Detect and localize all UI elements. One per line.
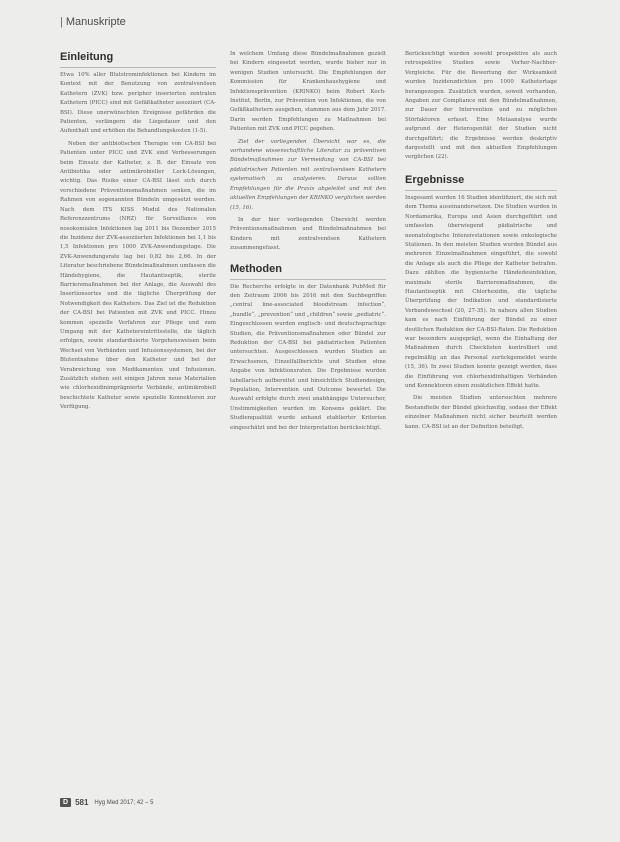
header-title: Manuskripte: [65, 16, 126, 28]
paragraph: Etwa 10% aller Blutstrominfektionen bei Kindern im Kontext mit der Benutzung von zentralvenösen Kathetern (ZVK) bzw. peripher inserierten zentralen Kathetern (PICC) sind mit Gefäßkatheter assoziiert (CA-BSI). Diese unerwünschten Ereignisse gefährden die Patienten, verlängern die Liegedauer und den Aufenthalt und erhöhen die Behandlungskosten (1-5).: [60, 72, 216, 135]
running-header: [60, 16, 126, 28]
paragraph: In der hier vorliegenden Übersicht werden Präventionsmaßnahmen und Bündelmaßnahmen bei Kindern mit zentralvenösen Kathetern zusammengefasst.: [230, 216, 386, 252]
page-number: 581: [75, 798, 89, 807]
paragraph-italic: Ziel der vorliegenden Übersicht war es, die vorhandene wissenschaftliche Literatur zu präventiven Bündelmaßnahmen zur Vermeidung von CA-BSI bei pädiatrischen Patienten mit zentralvenösen Kathetern systematisch zu analysieren. Daraus sollten Empfehlungen für die Praxis abgeleitet und mit den aktuellen Empfehlungen der KRINKO verglichen werden (15, 16).: [230, 138, 386, 211]
paragraph: In welchem Umfang diese Bündelmaßnahmen gezielt bei Kindern eingesetzt werden, wurde bisher nur in wenigen Studien untersucht. Die Empfehlungen der Kommission für Krankenhaushygiene und Infektionsprävention (KRINKO) beim Robert Koch-Institut, Berlin, zur Prävention von Infektionen, die von Gefäßkathetern ausgehen, stammen aus dem Jahr 2017. Darin werden Empfehlungen zu Maßnahmen bei Patienten mit ZVK und PICC gegeben.: [230, 51, 386, 133]
column-2: [230, 50, 386, 802]
paragraph: Neben der antibiotischen Therapie von CA-BSI bei Patienten unter PICC und ZVK sind Verbesserungen beim Einsatz der Katheter, z. B. der Einsatz von Antibiotika oder antimikrobieller Lock-Lösungen, wichtig. Das Risiko einer CA-BSI lässt sich durch verschiedene Präventionsmaßnahmen senken, die im Rahmen von sogenannten Bündeln umgesetzt werden. Nach dem ITS KISS Modul des Nationalen Referenzzentrums (NRZ) für Surveillance von nosokomialen Infektionen lag 2011 bis Dezember 2015 die Inzidenz der ZVK-assoziierten Infektionen bei 1,1 bis 1,5 Infektionen pro 1000 ZVK-Anwendungstage. Die ZVK-Anwendungsrate lag bei 0,82 bis 2,66. In der Literatur beschriebene Bündelmaßnahmen umfassen die Händehygiene, die Hautantiseptik, sterile Barrieremaßnahmen bei der Anlage, die Auswahl des Insertionsortes und die tägliche Überprüfung der Notwendigkeit des Katheters. Das Ziel ist die Reduktion der CA-BSI bei Patienten mit ZVK und PICC. Hinzu kommen spezielle Verfahren zur Pflege und zum Umgang mit der Kathetereintrittsstelle, die täglich erfolgen, sowie standardisierte Vorgehensweisen beim Wechsel von Verbänden und Infusionssystemen, bei der Blutentnahme über den Katheter und bei der Verabreichung von Medikamenten und Infusionen. Zusätzlich stehen seit einigen Jahren neue Materialien wie chlorhexidinimprägnierte Verbände, antimikrobiell beschichtete Katheter sowie spezielle Konnektoren zur Verfügung.: [60, 140, 216, 411]
paragraph: Berücksichtigt wurden sowohl prospektive als auch retrospektive Studien sowie Vorher-Nachher-Vergleiche. Für die Bewertung der Wirksamkeit wurden Inzidenzdichten pro 1000 Kathetertage herangezogen. Zusätzlich wurden, soweit vorhanden, Angaben zur Compliance mit den Bündelmaßnahmen, zur Dauer der Intervention und zu möglichen Störfaktoren erfasst. Eine Metaanalyse wurde aufgrund der Heterogenität der Studien nicht durchgeführt; die Ergebnisse werden deskriptiv dargestellt und mit den aktuellen Empfehlungen verglichen (22).: [405, 51, 557, 161]
publisher-logo: D: [60, 798, 71, 807]
journal-citation: Hyg Med 2017; 42 – 5: [94, 799, 154, 806]
page-footer: [60, 798, 153, 807]
paragraph: Insgesamt wurden 16 Studien identifiziert, die sich mit dem Thema auseinandersetzen. Die Studien wurden in Nordamerika, Europa und Asien durchgeführt und umfassten überwiegend pädiatrische und neonatologische Intensivstationen sowie onkologische Stationen. In den meisten Studien wurden Bündel aus mehreren Einzelmaßnahmen eingeführt, die sowohl die Anlage als auch die Pflege der Katheter betrafen. Dazu zählten die hygienische Händedesinfektion, maximale sterile Barrieremaßnahmen, die Hautantiseptik mit Chlorhexidin, die tägliche Überprüfung der Indikation und standardisierte Verbandswechsel (20, 27-35). In nahezu allen Studien kam es nach Einführung der Bündel zu einer deutlichen Reduktion der CA-BSI-Raten. Die Reduktion war besonders ausgeprägt, wenn die Einhaltung der Maßnahmen durch Checklisten kontrolliert und regelmäßig an das Personal zurückgemeldet wurde (15, 36). In zwei Studien konnte gezeigt werden, dass die Einführung von chlorhexidinhaltigen Verbänden und Konnektoren einen zusätzlichen Effekt hatte.: [405, 194, 557, 389]
section-title-methoden: Methoden: [230, 262, 386, 280]
header-bar: |: [60, 16, 63, 28]
column-3: [405, 50, 557, 802]
column-1: [60, 50, 216, 802]
section-title-ergebnisse: Ergebnisse: [405, 173, 557, 191]
paragraph: Die Recherche erfolgte in der Datenbank PubMed für den Zeitraum 2006 bis 2016 mit den Suchbegriffen „central line-associated bloodstream infection“, „bundle“, „prevention“ und „children“ sowie „pediatric“. Eingeschlossen wurden englisch- und deutschsprachige Studien, die Präventionsmaßnahmen oder Bündel zur Reduktion der CA-BSI bei pädiatrischen Patienten untersuchten. Ausgeschlossen wurden Studien an Erwachsenen, Einzelfallberichte und Studien ohne Angabe von Infektionsraten. Die Ergebnisse wurden tabellarisch aufbereitet und hinsichtlich Studiendesign, Population, Intervention und Outcome bewertet. Die Auswahl erfolgte durch zwei unabhängige Untersucher, Unstimmigkeiten wurden im Konsens geklärt. Die Studienqualität wurde anhand etablierter Kriterien eingeschätzt und bei der Interpretation berücksichtigt.: [230, 283, 386, 431]
section-title-einleitung: Einleitung: [60, 50, 216, 68]
paragraph: Die meisten Studien untersuchten mehrere Bestandteile der Bündel gleichzeitig, sodass der Effekt einzelner Maßnahmen nicht sicher beurteilt werden kann. CA-BSI ist an der Definition beteiligt.: [405, 395, 557, 430]
